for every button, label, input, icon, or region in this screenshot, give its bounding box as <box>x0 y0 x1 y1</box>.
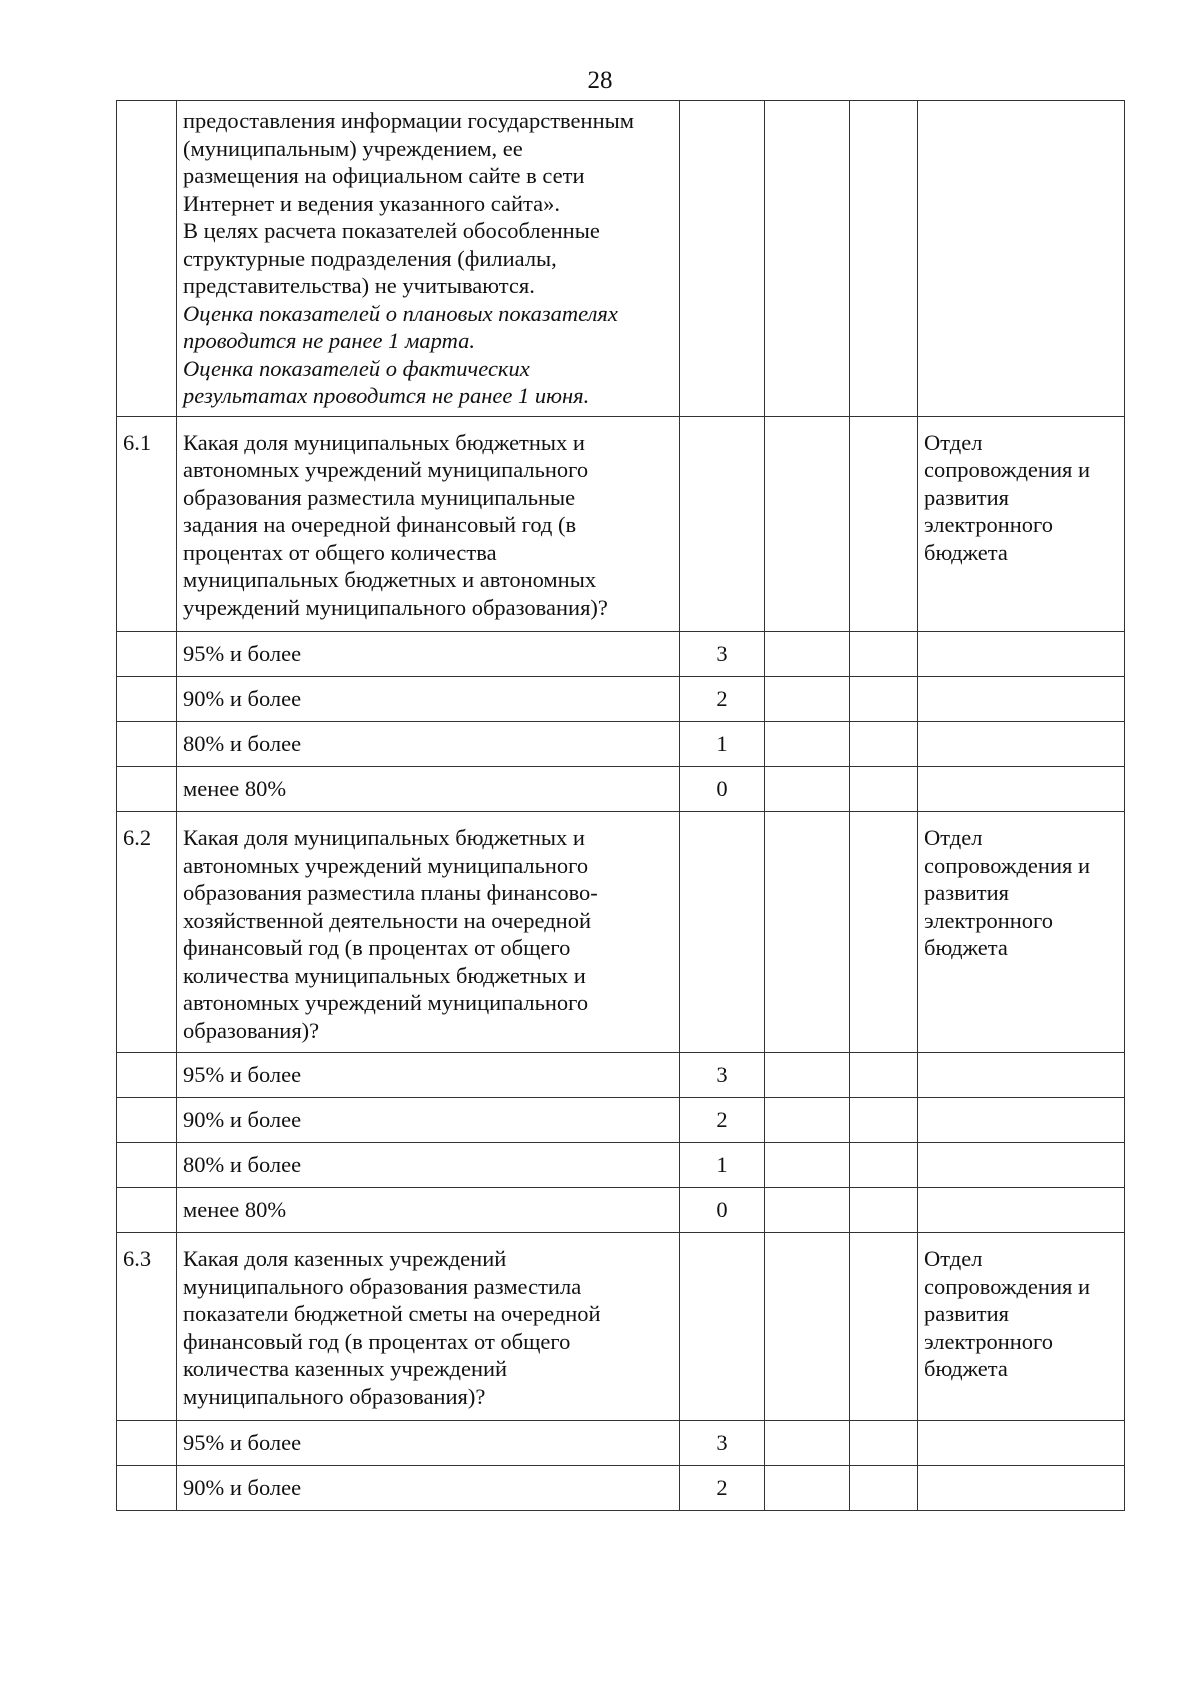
option-row <box>117 632 1125 677</box>
empty-cell <box>918 1421 1125 1466</box>
empty-cell <box>680 416 765 632</box>
option-score: 3 <box>680 1053 765 1098</box>
empty-cell <box>918 1143 1125 1188</box>
question-line: автономных учреждений муниципального <box>183 852 589 878</box>
department-line: развития <box>924 880 1010 905</box>
empty-cell <box>765 632 850 677</box>
question-line: финансовый год (в процентах от общего <box>183 935 571 960</box>
intro-italic-line: результатах проводится не ранее 1 июня. <box>183 383 590 408</box>
question-line: Какая доля муниципальных бюджетных и <box>183 429 585 455</box>
question-row <box>117 812 1125 1053</box>
responsible-department <box>918 1233 1125 1421</box>
question-line: автономных учреждений муниципального <box>183 457 589 482</box>
intro-line: предоставления информации государственным <box>183 108 634 133</box>
department-line: сопровождения и <box>924 457 1091 482</box>
option-label: 95% и более <box>177 632 680 677</box>
department-line: бюджета <box>924 539 1008 565</box>
option-label: 80% и более <box>177 722 680 767</box>
intro-number-cell <box>117 101 177 417</box>
empty-cell <box>850 1188 918 1233</box>
empty-cell <box>918 1466 1125 1511</box>
empty-cell <box>765 416 850 632</box>
department-line: Отдел <box>924 1246 983 1271</box>
intro-line: (муниципальным) учреждением, ее <box>183 135 523 161</box>
empty-cell <box>765 1233 850 1421</box>
criteria-table <box>116 100 1125 1511</box>
question-line: хозяйственной деятельности на очередной <box>183 907 591 933</box>
option-score: 2 <box>680 677 765 722</box>
option-score: 3 <box>680 632 765 677</box>
option-row <box>117 1098 1125 1143</box>
empty-cell <box>850 1233 918 1421</box>
question-line: автономных учреждений муниципального <box>183 990 589 1015</box>
empty-cell <box>117 722 177 767</box>
empty-cell <box>117 1466 177 1511</box>
intro-line: представительства) не учитываются. <box>183 273 535 298</box>
empty-cell <box>117 677 177 722</box>
empty-cell <box>765 1143 850 1188</box>
empty-cell <box>850 812 918 1053</box>
question-line: муниципальных бюджетных и автономных <box>183 567 597 592</box>
question-line: Какая доля муниципальных бюджетных и <box>183 825 585 850</box>
responsible-department <box>918 812 1125 1053</box>
empty-cell <box>117 1188 177 1233</box>
option-row <box>117 677 1125 722</box>
question-text-cell <box>177 812 680 1053</box>
option-score: 0 <box>680 1188 765 1233</box>
option-row <box>117 1466 1125 1511</box>
question-line: муниципального образования разместила <box>183 1273 582 1299</box>
empty-cell <box>850 1421 918 1466</box>
responsible-department <box>918 416 1125 632</box>
question-line: муниципального образования)? <box>183 1383 486 1409</box>
empty-cell <box>117 1143 177 1188</box>
option-row <box>117 767 1125 812</box>
question-text-cell <box>177 1233 680 1421</box>
intro-row <box>117 101 1125 417</box>
empty-cell <box>850 416 918 632</box>
question-line: количества казенных учреждений <box>183 1356 508 1381</box>
page-number: 28 <box>587 67 613 94</box>
department-line: Отдел <box>924 429 983 455</box>
intro-italic-line: Оценка показателей о плановых показателях <box>183 300 618 326</box>
department-line: Отдел <box>924 825 983 850</box>
intro-line: Интернет и ведения указанного сайта». <box>183 190 561 216</box>
intro-line: структурные подразделения (филиалы, <box>183 245 557 271</box>
empty-cell <box>765 812 850 1053</box>
empty-cell <box>850 1098 918 1143</box>
question-row <box>117 416 1125 632</box>
empty-cell <box>918 767 1125 812</box>
empty-cell <box>117 1053 177 1098</box>
department-line: бюджета <box>924 1356 1008 1381</box>
option-label: менее 80% <box>177 767 680 812</box>
question-line: Какая доля казенных учреждений <box>183 1246 507 1271</box>
question-line: образования разместила планы финансово- <box>183 880 598 905</box>
empty-cell <box>850 1053 918 1098</box>
empty-cell <box>117 1098 177 1143</box>
empty-cell <box>850 632 918 677</box>
question-line: образования разместила муниципальные <box>183 484 576 510</box>
option-score: 3 <box>680 1421 765 1466</box>
empty-cell <box>850 767 918 812</box>
intro-line: В целях расчета показателей обособленные <box>183 218 600 243</box>
intro-line: размещения на официальном сайте в сети <box>183 163 585 188</box>
department-line: развития <box>924 484 1010 510</box>
option-label: 90% и более <box>177 1098 680 1143</box>
option-label: 90% и более <box>177 1466 680 1511</box>
empty-cell <box>765 1188 850 1233</box>
empty-cell <box>850 1143 918 1188</box>
question-line: финансовый год (в процентах от общего <box>183 1328 571 1354</box>
question-number: 6.1 <box>117 416 177 632</box>
option-row <box>117 1188 1125 1233</box>
empty-cell <box>918 101 1125 417</box>
question-line: показатели бюджетной сметы на очередной <box>183 1301 601 1326</box>
option-row <box>117 1143 1125 1188</box>
department-line: развития <box>924 1301 1010 1326</box>
question-line: процентах от общего количества <box>183 539 497 565</box>
question-line: количества муниципальных бюджетных и <box>183 962 586 988</box>
question-text-cell <box>177 416 680 632</box>
department-line: электронного <box>924 512 1053 537</box>
question-line: задания на очередной финансовый год (в <box>183 512 577 537</box>
option-label: 80% и более <box>177 1143 680 1188</box>
empty-cell <box>680 1233 765 1421</box>
intro-text-cell <box>177 101 680 417</box>
empty-cell <box>765 1053 850 1098</box>
empty-cell <box>117 1421 177 1466</box>
option-score: 1 <box>680 722 765 767</box>
empty-cell <box>117 767 177 812</box>
empty-cell <box>918 677 1125 722</box>
department-line: бюджета <box>924 935 1008 960</box>
empty-cell <box>765 677 850 722</box>
empty-cell <box>117 632 177 677</box>
empty-cell <box>918 1188 1125 1233</box>
option-score: 2 <box>680 1098 765 1143</box>
question-row <box>117 1233 1125 1421</box>
question-line: образования)? <box>183 1017 320 1043</box>
question-number: 6.2 <box>117 812 177 1053</box>
option-row <box>117 1053 1125 1098</box>
empty-cell <box>850 722 918 767</box>
option-score: 1 <box>680 1143 765 1188</box>
option-label: 90% и более <box>177 677 680 722</box>
empty-cell <box>680 101 765 417</box>
empty-cell <box>918 1053 1125 1098</box>
empty-cell <box>918 722 1125 767</box>
option-row <box>117 1421 1125 1466</box>
option-label: 95% и более <box>177 1053 680 1098</box>
option-label: 95% и более <box>177 1421 680 1466</box>
department-line: электронного <box>924 907 1053 933</box>
empty-cell <box>918 632 1125 677</box>
department-line: электронного <box>924 1328 1053 1354</box>
empty-cell <box>765 1466 850 1511</box>
option-score: 2 <box>680 1466 765 1511</box>
empty-cell <box>765 1098 850 1143</box>
empty-cell <box>680 812 765 1053</box>
empty-cell <box>850 677 918 722</box>
question-number: 6.3 <box>117 1233 177 1421</box>
intro-italic-line: проводится не ранее 1 марта. <box>183 328 475 353</box>
department-line: сопровождения и <box>924 1273 1091 1299</box>
option-score: 0 <box>680 767 765 812</box>
option-row <box>117 722 1125 767</box>
option-label: менее 80% <box>177 1188 680 1233</box>
department-line: сопровождения и <box>924 852 1091 878</box>
intro-italic-line: Оценка показателей о фактических <box>183 355 530 381</box>
empty-cell <box>765 722 850 767</box>
empty-cell <box>765 101 850 417</box>
question-line: учреждений муниципального образования)? <box>183 594 608 620</box>
empty-cell <box>765 1421 850 1466</box>
empty-cell <box>850 1466 918 1511</box>
empty-cell <box>765 767 850 812</box>
empty-cell <box>850 101 918 417</box>
empty-cell <box>918 1098 1125 1143</box>
